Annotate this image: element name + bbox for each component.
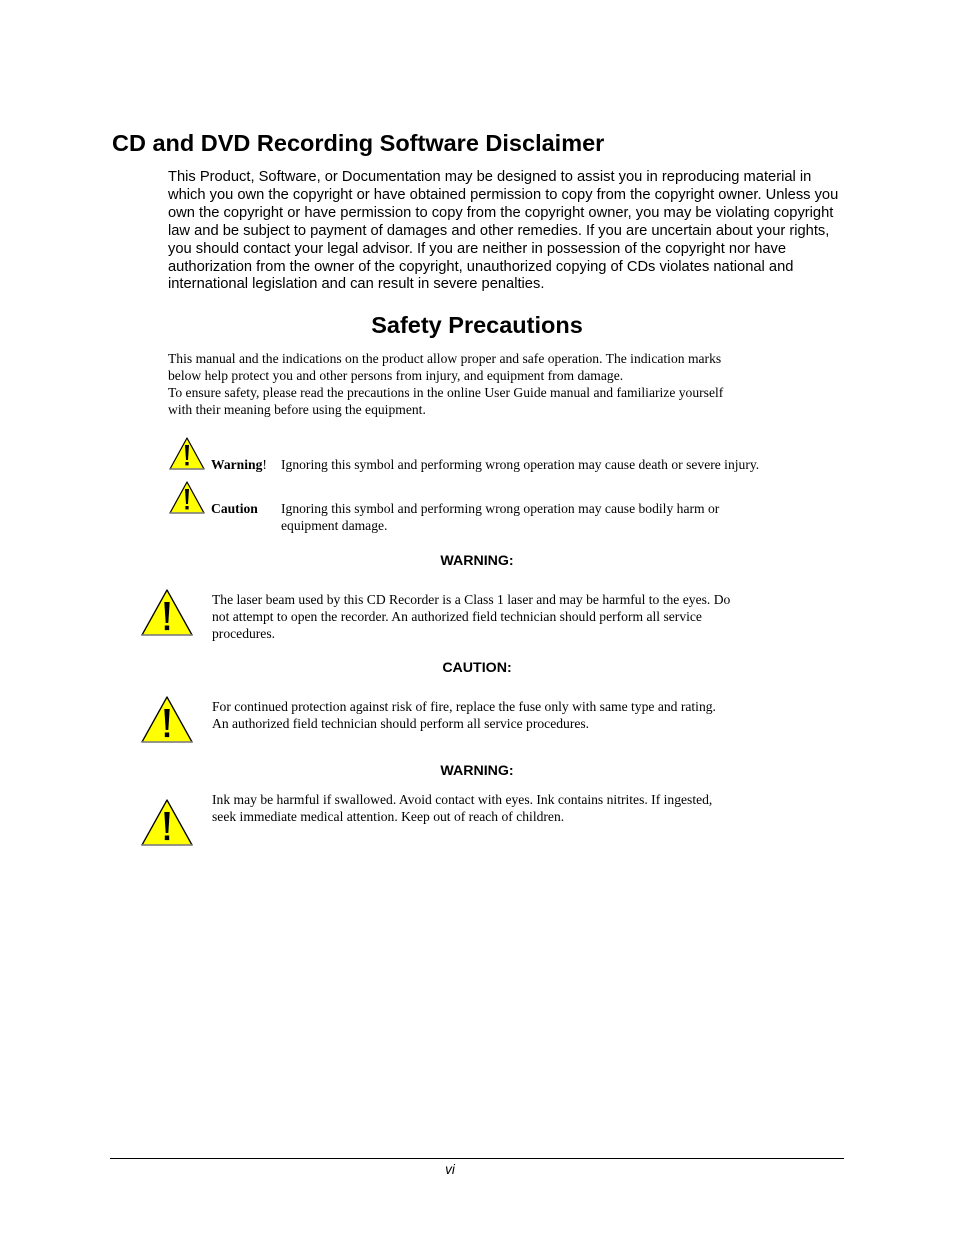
- notice-body: Ink may be harmful if swallowed. Avoid contact with eyes. Ink contains nitrites. If ingested, seek immediate medical attention. Keep out of reach of children.: [212, 792, 713, 824]
- disclaimer-body: This Product, Software, or Documentation may be designed to assist you in reproducing material in which you own the copyright or have obtained permission to copy from the copyright owner. Unless you own the copyright or have permission to copy from the copyright owner, you may be violating copyright law and be subject to payment of damages and other remedies. If you are uncertain about your rights, you should contact your legal advisor. If you are neither in possession of the copyright nor have authorization from the owner of the copyright, unauthorized copying of CDs violates national and international legislation and can result in severe penalties.: [168, 169, 839, 293]
- safety-intro-line: with their meaning before using the equipment.: [168, 402, 426, 417]
- warning-legend-text: Ignoring this symbol and performing wrong operation may cause death or severe injury.: [281, 457, 760, 472]
- warning-triangle-icon: [168, 436, 206, 471]
- warning-legend-label: Warning!: [211, 457, 267, 472]
- page-number: vi: [445, 1162, 455, 1177]
- safety-intro-line: To ensure safety, please read the precautions in the online User Guide manual and familiarize yourself: [168, 385, 724, 400]
- notice-heading: WARNING:: [440, 553, 514, 569]
- warning-triangle-icon: [140, 798, 194, 848]
- caution-legend-text: Ignoring this symbol and performing wrong operation may cause bodily harm or equipment damage.: [281, 501, 720, 533]
- safety-intro: [168, 350, 848, 418]
- footer-rule: [110, 1158, 844, 1159]
- safety-heading: Safety Precautions: [371, 312, 583, 338]
- notice-body: The laser beam used by this CD Recorder is a Class 1 laser and may be harmful to the eyes. Do not attempt to open the recorder. An authorized field technician should perform all service procedures.: [212, 592, 731, 641]
- safety-intro-line: below help protect you and other persons from injury, and equipment from damage.: [168, 368, 624, 383]
- safety-intro-line: This manual and the indications on the product allow proper and safe operation. The indication marks: [168, 351, 722, 366]
- disclaimer-heading: CD and DVD Recording Software Disclaimer: [112, 130, 605, 156]
- warning-triangle-icon: [140, 588, 194, 638]
- caution-triangle-icon: [168, 480, 206, 515]
- caution-triangle-icon: [140, 695, 194, 745]
- notice-heading: CAUTION:: [442, 660, 512, 676]
- notice-body: For continued protection against risk of fire, replace the fuse only with same type and rating. An authorized field technician should perform all service procedures.: [212, 699, 716, 731]
- notice-heading: WARNING:: [440, 763, 514, 779]
- caution-legend-label: Caution: [211, 501, 258, 516]
